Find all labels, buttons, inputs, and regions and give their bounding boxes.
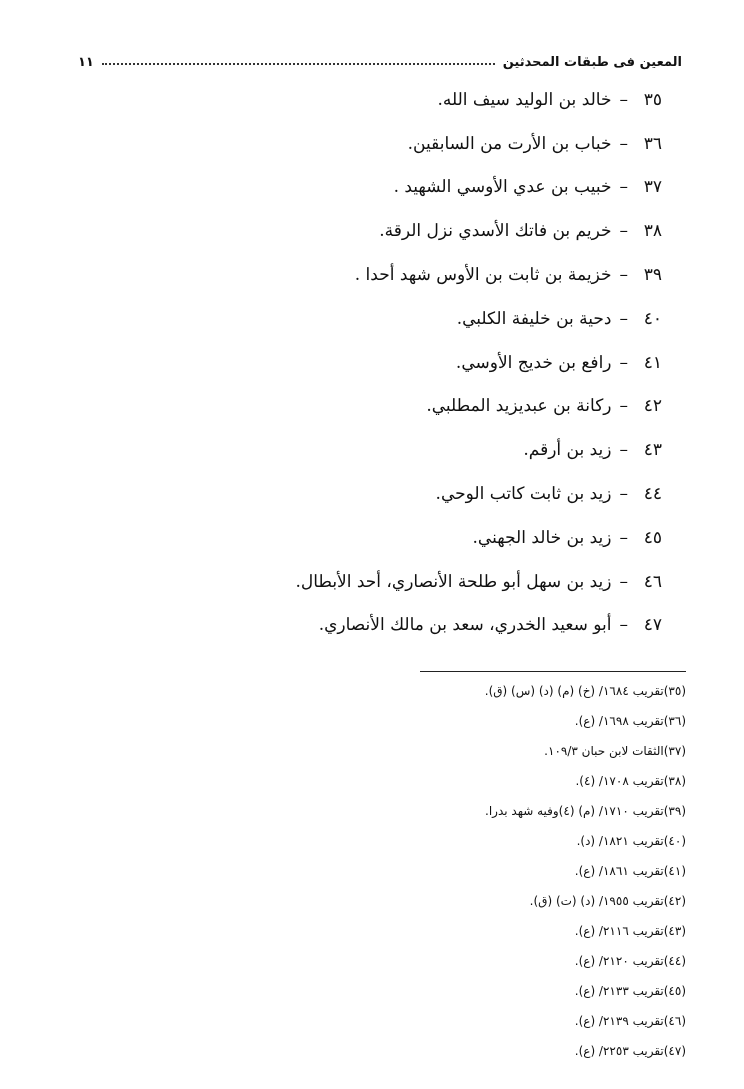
entry-text: زيد بن سهل أبو طلحة الأنصاري، أحد الأبطال. bbox=[295, 571, 612, 592]
footnote: (٣٨)تقريب ١٧٠٨/ (٤). bbox=[575, 774, 686, 788]
footnote: (٤٣)تقريب ٢١١٦/ (ع). bbox=[574, 924, 686, 938]
entry-text: أبو سعيد الخدري، سعد بن مالك الأنصاري. bbox=[318, 615, 612, 636]
list-item bbox=[182, 166, 662, 210]
list-item bbox=[182, 604, 662, 648]
list-item bbox=[182, 428, 662, 472]
footnote: (٣٩)تقريب ١٧١٠/ (م) (٤)وفيه شهد بدرا. bbox=[485, 804, 686, 818]
footnote: (٤٠)تقريب ١٨٢١/ (د). bbox=[576, 834, 686, 848]
entry-text: خباب بن الأرت من السابقين. bbox=[407, 133, 612, 154]
list-item bbox=[182, 341, 662, 385]
entries-list bbox=[182, 78, 662, 647]
footnote-divider bbox=[420, 671, 686, 672]
footnote: (٤٧)تقريب ٢٢٥٣/ (ع). bbox=[574, 1044, 686, 1058]
list-item bbox=[182, 560, 662, 604]
entry-number: ٤٧ bbox=[643, 615, 662, 636]
list-item bbox=[182, 253, 662, 297]
footnotes-list bbox=[166, 676, 686, 1066]
entry-number: ٤٤ bbox=[643, 484, 662, 505]
list-item bbox=[182, 209, 662, 253]
header-dot-leader bbox=[102, 63, 495, 65]
footnote: (٤٦)تقريب ٢١٣٩/ (ع). bbox=[574, 1014, 686, 1028]
entry-text: زيد بن ثابت كاتب الوحي. bbox=[435, 484, 612, 505]
entry-number: ٣٨ bbox=[643, 221, 662, 242]
entry-number: ٤١ bbox=[643, 352, 662, 373]
footnote: (٤٤)تقريب ٢١٢٠/ (ع). bbox=[574, 954, 686, 968]
entry-text: رافع بن خديج الأوسي. bbox=[455, 352, 612, 373]
list-item bbox=[182, 78, 662, 122]
running-title: المعين فى طبقات المحدثين bbox=[502, 54, 682, 70]
entry-number: ٤٥ bbox=[643, 527, 662, 548]
list-item bbox=[182, 122, 662, 166]
list-item bbox=[182, 472, 662, 516]
page-number: ١١ bbox=[78, 54, 94, 70]
entry-number: ٣٦ bbox=[643, 133, 662, 154]
footnote: (٣٥)تقريب ١٦٨٤/ (خ) (م) (د) (س) (ق). bbox=[484, 684, 686, 698]
entry-dash: – bbox=[619, 308, 628, 329]
entry-dash: – bbox=[619, 177, 628, 198]
entry-dash: – bbox=[619, 440, 628, 461]
entry-dash: – bbox=[619, 89, 628, 110]
entry-dash: – bbox=[619, 265, 628, 286]
footnote: (٣٧)الثقات لابن حبان ١٠٩/٣. bbox=[544, 744, 686, 758]
entry-text: خبيب بن عدي الأوسي الشهيد . bbox=[393, 177, 612, 198]
entry-text: ركانة بن عبديزيد المطلبي. bbox=[426, 396, 612, 417]
entry-number: ٣٥ bbox=[643, 89, 662, 110]
entry-dash: – bbox=[619, 615, 628, 636]
entry-text: خريم بن فاتك الأسدي نزل الرقة. bbox=[379, 221, 612, 242]
entry-number: ٣٩ bbox=[643, 265, 662, 286]
page-header bbox=[78, 50, 682, 74]
entry-number: ٤٠ bbox=[643, 308, 662, 329]
list-item bbox=[182, 385, 662, 429]
entry-dash: – bbox=[619, 133, 628, 154]
entry-text: زيد بن أرقم. bbox=[523, 440, 612, 461]
entry-dash: – bbox=[619, 352, 628, 373]
footnote: (٣٦)تقريب ١٦٩٨/ (ع). bbox=[574, 714, 686, 728]
entry-dash: – bbox=[619, 527, 628, 548]
footnote: (٤٢)تقريب ١٩٥٥/ (د) (ت) (ق). bbox=[529, 894, 686, 908]
entry-dash: – bbox=[619, 571, 628, 592]
footnote: (٤٥)تقريب ٢١٣٣/ (ع). bbox=[574, 984, 686, 998]
entry-dash: – bbox=[619, 484, 628, 505]
list-item bbox=[182, 297, 662, 341]
entry-number: ٤٣ bbox=[643, 440, 662, 461]
entry-text: خزيمة بن ثابت بن الأوس شهد أحدا . bbox=[354, 265, 612, 286]
entry-number: ٣٧ bbox=[643, 177, 662, 198]
entry-text: خالد بن الوليد سيف الله. bbox=[437, 89, 612, 110]
entry-number: ٤٢ bbox=[643, 396, 662, 417]
entry-dash: – bbox=[619, 221, 628, 242]
entry-text: زيد بن خالد الجهني. bbox=[472, 527, 612, 548]
entry-number: ٤٦ bbox=[643, 571, 662, 592]
entry-text: دحية بن خليفة الكلبي. bbox=[456, 308, 612, 329]
entry-dash: – bbox=[619, 396, 628, 417]
footnote: (٤١)تقريب ١٨٦١/ (ع). bbox=[574, 864, 686, 878]
list-item bbox=[182, 516, 662, 560]
